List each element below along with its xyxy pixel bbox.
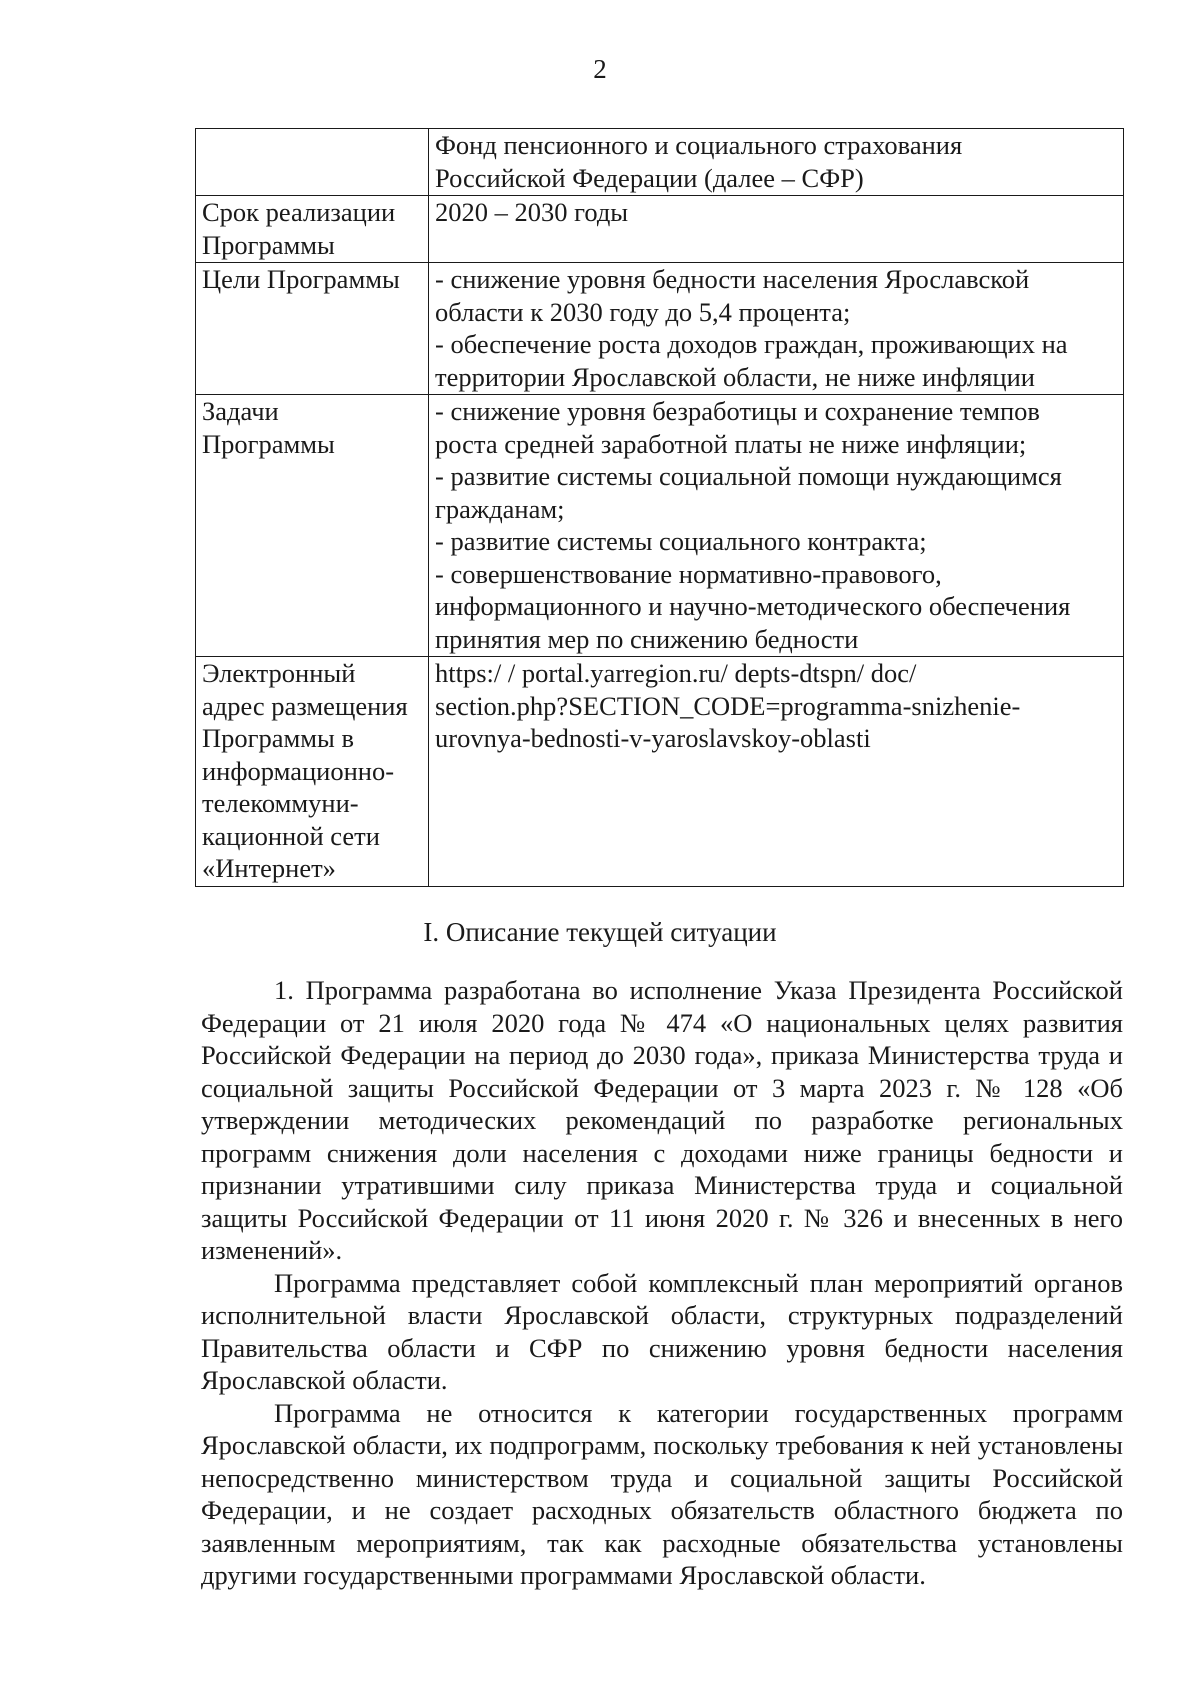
table-row [196,263,1124,395]
value-line: - развитие системы социального контракта; [435,526,927,556]
label-line: Задачи [202,396,279,426]
value-line: гражданам; [435,493,565,524]
label-line: Электронный [202,658,356,688]
label-line: информационно- [202,755,395,786]
value-line: роста средней заработной платы не ниже инфляции; [435,428,1027,459]
page-number: 2 [593,54,607,84]
value-line: urovnya-bednosti-v-yaroslavskoy-oblasti [435,723,871,753]
body-text [201,974,1123,1592]
value-line: - совершенствование нормативно-правового, [435,558,942,589]
paragraph-1: 1. Программа разработана во исполнение Указа Президента Российской Федерации от 21 июля 2020 года № 474 «О национальных целях развития Российской Федерации на период до 2030 года», приказа Министерства труда и социальной защиты Российской Федерации от 3 марта 2023 г. № 128 «Об утверждении методических рекомендаций по разработке региональных программ снижения доли населения с доходами ниже границы бедности и признании утратившими силу приказа Министерства труда и социальной защиты Российской Федерации от 11 июня 2020 г. № 326 и внесенных в него изменений». [201,975,1123,1265]
row-value-cell [429,263,1124,395]
value-line: области к 2030 году до 5,4 процента; [435,296,851,327]
label-line: кационной сети [202,820,380,851]
label-line [202,129,424,162]
row-label-cell [196,263,429,395]
label-line: Программы [202,229,335,260]
table-row [196,657,1124,887]
value-line: - обеспечение роста доходов граждан, проживающих на [435,329,1068,359]
value-line: https:/ / portal.yarregion.ru/ depts-dtspn/ doc/ [435,658,917,688]
value-line: - снижение уровня бедности населения Ярославской [435,264,1030,294]
paragraph-2: Программа представляет собой комплексный план мероприятий органов исполнительной власти Ярославской области, структурных подразделений Правительства области и СФР по снижению уровня бедности населения Ярославской области. [201,1267,1123,1395]
label-line: Программы [202,428,335,459]
row-value-cell [429,395,1124,657]
row-label-cell [196,129,429,196]
value-line: section.php?SECTION_CODE=programma-snizhenie- [435,690,1021,721]
value-line: территории Ярославской области, не ниже инфляции [435,361,1035,392]
value-line: - развитие системы социальной помощи нуждающимся [435,461,1062,491]
table-row [196,129,1124,196]
paragraph-3: Программа не относится к категории государственных программ Ярославской области, их подпрограмм, поскольку требования к ней установлены непосредственно министерством труда и социальной защиты Российской Федерации, и не создает расходных обязательств областного бюджета по заявленным мероприятиям, так как расходные обязательства установлены другими государственными программами Ярославской области. [201,1397,1123,1590]
label-line: телекоммуни- [202,788,359,818]
row-label-cell [196,196,429,263]
value-line: - снижение уровня безработицы и сохранение темпов [435,396,1040,426]
value-line: Фонд пенсионного и социального страхования [435,130,963,160]
value-line: Российской Федерации (далее – СФР) [435,162,864,193]
row-value-cell [429,196,1124,263]
label-line: адрес размещения [202,690,408,721]
table-row [196,395,1124,657]
label-line: Срок реализации [202,197,396,227]
value-line: 2020 – 2030 годы [435,197,629,227]
row-value-cell [429,657,1124,887]
value-line: информационного и научно-методического обеспечения [435,591,1071,621]
program-passport-table [195,128,1124,887]
table-row [196,196,1124,263]
row-label-cell [196,657,429,887]
value-line: принятия мер по снижению бедности [435,623,859,654]
section-title: I. Описание текущей ситуации [423,917,777,947]
label-line: «Интернет» [202,853,336,883]
label-line: Цели Программы [202,264,400,294]
label-line: Программы в [202,723,354,753]
row-value-cell [429,129,1124,196]
row-label-cell [196,395,429,657]
